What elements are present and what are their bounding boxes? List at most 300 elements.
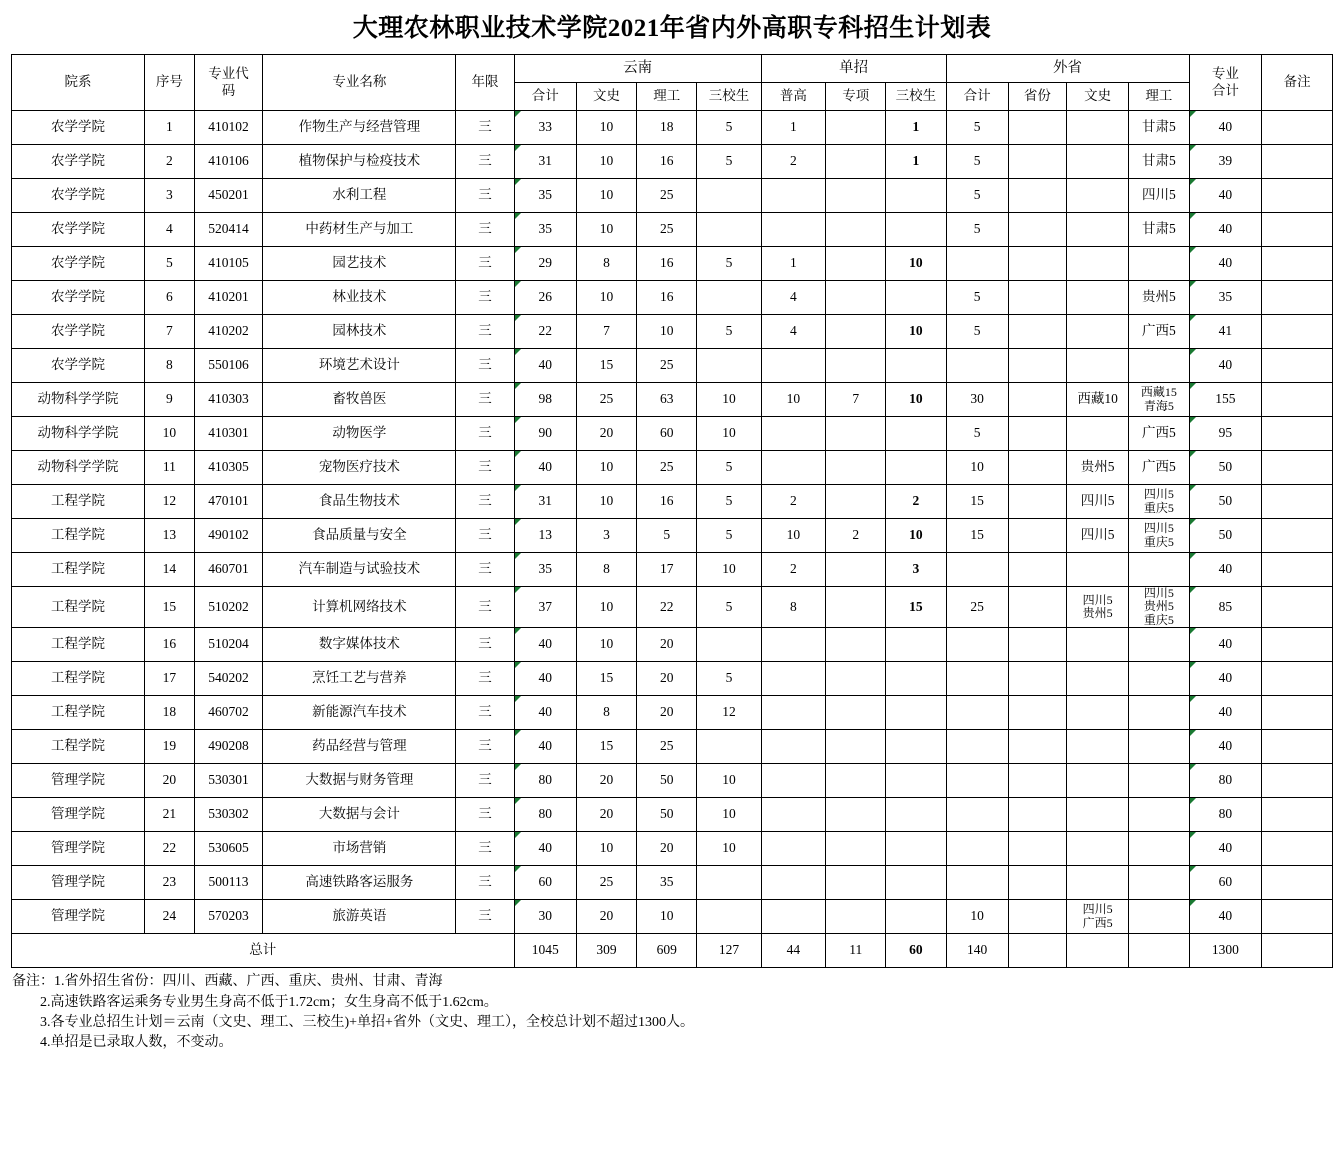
cell-index: 8 xyxy=(144,349,194,383)
total-ws-ligong xyxy=(1129,934,1189,968)
cell-yn-total: 40 xyxy=(514,696,576,730)
cell-ws-ligong-lines xyxy=(1129,522,1188,549)
cell-years: 三 xyxy=(456,485,514,519)
cell-yn-sanxiao: 5 xyxy=(697,587,761,628)
cell-major-code: 460702 xyxy=(194,696,263,730)
cell-dz-sanxiao xyxy=(886,662,946,696)
cell-ws-ligong-lines xyxy=(1129,386,1188,413)
cell-index: 2 xyxy=(144,145,194,179)
cell-ws-ligong: 甘肃5 xyxy=(1129,145,1189,179)
header-major-total-line1: 专业 xyxy=(1211,65,1239,81)
cell-yn-total: 40 xyxy=(514,451,576,485)
cell-dz-zhuanxiang xyxy=(826,145,886,179)
cell-ws-wenshi xyxy=(1066,417,1128,451)
cell-major-total: 39 xyxy=(1189,145,1262,179)
cell-major-name: 园林技术 xyxy=(263,315,456,349)
table-row xyxy=(12,111,1333,145)
cell-dz-pugao xyxy=(761,900,825,934)
cell-ws-wenshi: 贵州5 xyxy=(1066,451,1128,485)
cell-ws-ligong xyxy=(1129,587,1189,628)
cell-major-code: 500113 xyxy=(194,866,263,900)
table-row xyxy=(12,553,1333,587)
cell-major-code: 570203 xyxy=(194,900,263,934)
cell-dept: 农学学院 xyxy=(12,247,145,281)
table-row xyxy=(12,628,1333,662)
header-index: 序号 xyxy=(144,55,194,111)
cell-remark xyxy=(1262,519,1333,553)
cell-yn-ligong: 50 xyxy=(637,764,697,798)
cell-remark xyxy=(1262,247,1333,281)
cell-index: 22 xyxy=(144,832,194,866)
cell-remark xyxy=(1262,628,1333,662)
cell-major-total: 40 xyxy=(1189,730,1262,764)
table-total-row xyxy=(12,934,1333,968)
cell-yn-total: 22 xyxy=(514,315,576,349)
cell-yn-total: 30 xyxy=(514,900,576,934)
cell-dz-zhuanxiang xyxy=(826,866,886,900)
cell-yn-wenshi: 10 xyxy=(576,179,636,213)
cell-yn-sanxiao xyxy=(697,628,761,662)
cell-major-name: 计算机网络技术 xyxy=(263,587,456,628)
cell-major-name: 数字媒体技术 xyxy=(263,628,456,662)
cell-remark xyxy=(1262,383,1333,417)
cell-yn-ligong: 25 xyxy=(637,179,697,213)
cell-ws-province xyxy=(1008,417,1066,451)
cell-index: 17 xyxy=(144,662,194,696)
cell-yn-total: 35 xyxy=(514,213,576,247)
cell-years: 三 xyxy=(456,866,514,900)
cell-ws-ligong xyxy=(1129,553,1189,587)
cell-yn-total: 90 xyxy=(514,417,576,451)
cell-dz-pugao xyxy=(761,417,825,451)
cell-ws-province xyxy=(1008,764,1066,798)
cell-yn-sanxiao xyxy=(697,900,761,934)
cell-dz-sanxiao: 15 xyxy=(886,587,946,628)
cell-yn-wenshi: 10 xyxy=(576,832,636,866)
cell-ws-wenshi xyxy=(1066,832,1128,866)
cell-dz-sanxiao xyxy=(886,866,946,900)
cell-yn-ligong: 63 xyxy=(637,383,697,417)
cell-ws-wenshi xyxy=(1066,247,1128,281)
cell-yn-ligong: 22 xyxy=(637,587,697,628)
cell-dz-sanxiao xyxy=(886,900,946,934)
cell-ws-wenshi xyxy=(1066,111,1128,145)
table-row xyxy=(12,145,1333,179)
table-row xyxy=(12,662,1333,696)
cell-ws-ligong-line: 四川5 xyxy=(1143,487,1174,502)
cell-index: 10 xyxy=(144,417,194,451)
total-yn-wenshi: 309 xyxy=(576,934,636,968)
cell-dz-pugao xyxy=(761,866,825,900)
cell-dz-sanxiao xyxy=(886,832,946,866)
cell-major-code: 410305 xyxy=(194,451,263,485)
cell-dz-pugao xyxy=(761,349,825,383)
cell-major-code: 530301 xyxy=(194,764,263,798)
cell-index: 18 xyxy=(144,696,194,730)
cell-major-total: 40 xyxy=(1189,696,1262,730)
cell-dept: 管理学院 xyxy=(12,832,145,866)
cell-index: 5 xyxy=(144,247,194,281)
cell-dept: 管理学院 xyxy=(12,866,145,900)
header-major-code xyxy=(194,55,263,111)
cell-yn-ligong: 16 xyxy=(637,247,697,281)
cell-ws-province xyxy=(1008,900,1066,934)
table-row xyxy=(12,798,1333,832)
cell-index: 24 xyxy=(144,900,194,934)
cell-ws-total xyxy=(946,247,1008,281)
cell-yn-total: 35 xyxy=(514,179,576,213)
cell-ws-ligong-lines xyxy=(1129,587,1188,627)
cell-major-total: 95 xyxy=(1189,417,1262,451)
cell-ws-total: 5 xyxy=(946,417,1008,451)
footnote-3: 3.各专业总招生计划＝云南（文史、理工、三校生)+单招+省外（文史、理工），全校总计划不超过1300人。 xyxy=(40,1014,694,1030)
table-row xyxy=(12,247,1333,281)
cell-remark xyxy=(1262,417,1333,451)
cell-major-code: 550106 xyxy=(194,349,263,383)
cell-ws-province xyxy=(1008,730,1066,764)
cell-dz-zhuanxiang xyxy=(826,587,886,628)
cell-dz-pugao: 2 xyxy=(761,485,825,519)
cell-ws-wenshi-line: 四川5 xyxy=(1082,902,1113,917)
cell-major-code: 490208 xyxy=(194,730,263,764)
cell-major-total: 35 xyxy=(1189,281,1262,315)
cell-dz-zhuanxiang xyxy=(826,485,886,519)
cell-dz-sanxiao: 3 xyxy=(886,553,946,587)
cell-major-total: 40 xyxy=(1189,247,1262,281)
cell-yn-ligong: 25 xyxy=(637,451,697,485)
cell-ws-total xyxy=(946,764,1008,798)
cell-major-total: 40 xyxy=(1189,553,1262,587)
total-yn-total: 1045 xyxy=(514,934,576,968)
cell-ws-ligong: 贵州5 xyxy=(1129,281,1189,315)
cell-dz-sanxiao xyxy=(886,451,946,485)
table-row xyxy=(12,451,1333,485)
cell-major-code: 450201 xyxy=(194,179,263,213)
cell-yn-ligong: 50 xyxy=(637,798,697,832)
cell-yn-ligong: 20 xyxy=(637,662,697,696)
cell-major-total: 50 xyxy=(1189,519,1262,553)
cell-ws-wenshi xyxy=(1066,628,1128,662)
total-remark xyxy=(1262,934,1333,968)
cell-major-name: 高速铁路客运服务 xyxy=(263,866,456,900)
cell-dz-zhuanxiang xyxy=(826,730,886,764)
cell-years: 三 xyxy=(456,900,514,934)
cell-dz-zhuanxiang xyxy=(826,315,886,349)
cell-yn-sanxiao: 12 xyxy=(697,696,761,730)
cell-years: 三 xyxy=(456,247,514,281)
cell-yn-wenshi: 7 xyxy=(576,315,636,349)
cell-ws-wenshi xyxy=(1066,764,1128,798)
cell-yn-total: 31 xyxy=(514,485,576,519)
cell-major-code: 410105 xyxy=(194,247,263,281)
cell-major-code: 410202 xyxy=(194,315,263,349)
cell-yn-ligong: 16 xyxy=(637,281,697,315)
cell-yn-total: 40 xyxy=(514,662,576,696)
cell-ws-total xyxy=(946,349,1008,383)
cell-major-code: 410102 xyxy=(194,111,263,145)
cell-major-name: 市场营销 xyxy=(263,832,456,866)
total-dz-sanxiao: 60 xyxy=(886,934,946,968)
cell-major-name: 食品质量与安全 xyxy=(263,519,456,553)
cell-ws-total: 5 xyxy=(946,213,1008,247)
cell-dz-zhuanxiang xyxy=(826,628,886,662)
cell-ws-ligong-line: 重庆5 xyxy=(1143,612,1174,627)
cell-index: 19 xyxy=(144,730,194,764)
cell-yn-wenshi: 20 xyxy=(576,417,636,451)
cell-dz-sanxiao xyxy=(886,349,946,383)
cell-yn-sanxiao: 10 xyxy=(697,798,761,832)
cell-ws-ligong xyxy=(1129,628,1189,662)
cell-dept: 农学学院 xyxy=(12,315,145,349)
cell-yn-sanxiao: 10 xyxy=(697,383,761,417)
cell-yn-total: 37 xyxy=(514,587,576,628)
cell-dz-zhuanxiang xyxy=(826,696,886,730)
cell-remark xyxy=(1262,764,1333,798)
total-major-total: 1300 xyxy=(1189,934,1262,968)
cell-yn-sanxiao xyxy=(697,730,761,764)
cell-yn-total: 98 xyxy=(514,383,576,417)
cell-major-total: 41 xyxy=(1189,315,1262,349)
cell-dz-sanxiao xyxy=(886,179,946,213)
cell-major-total: 40 xyxy=(1189,179,1262,213)
cell-index: 11 xyxy=(144,451,194,485)
cell-dz-pugao: 10 xyxy=(761,383,825,417)
cell-dz-sanxiao: 10 xyxy=(886,247,946,281)
cell-years: 三 xyxy=(456,553,514,587)
table-row xyxy=(12,383,1333,417)
cell-ws-province xyxy=(1008,451,1066,485)
cell-remark xyxy=(1262,587,1333,628)
cell-dz-sanxiao xyxy=(886,281,946,315)
header-dz-zhuanxiang: 专项 xyxy=(826,83,886,111)
cell-remark xyxy=(1262,485,1333,519)
header-ws-total: 合计 xyxy=(946,83,1008,111)
cell-ws-province xyxy=(1008,213,1066,247)
cell-dz-sanxiao xyxy=(886,696,946,730)
cell-ws-wenshi xyxy=(1066,179,1128,213)
cell-yn-wenshi: 10 xyxy=(576,145,636,179)
header-yn-wenshi: 文史 xyxy=(576,83,636,111)
cell-years: 三 xyxy=(456,145,514,179)
cell-yn-wenshi: 10 xyxy=(576,111,636,145)
cell-yn-wenshi: 15 xyxy=(576,730,636,764)
admission-plan-table xyxy=(11,54,1333,968)
cell-ws-province xyxy=(1008,696,1066,730)
cell-yn-ligong: 10 xyxy=(637,900,697,934)
cell-dz-pugao: 2 xyxy=(761,145,825,179)
cell-dz-zhuanxiang xyxy=(826,553,886,587)
cell-yn-wenshi: 15 xyxy=(576,662,636,696)
cell-yn-ligong: 20 xyxy=(637,696,697,730)
table-row xyxy=(12,730,1333,764)
cell-ws-total: 10 xyxy=(946,451,1008,485)
cell-dz-sanxiao: 1 xyxy=(886,145,946,179)
cell-index: 15 xyxy=(144,587,194,628)
cell-ws-ligong-line: 重庆5 xyxy=(1143,500,1174,515)
cell-yn-sanxiao: 5 xyxy=(697,485,761,519)
table-row xyxy=(12,832,1333,866)
table-row xyxy=(12,179,1333,213)
cell-yn-sanxiao: 10 xyxy=(697,417,761,451)
cell-remark xyxy=(1262,349,1333,383)
cell-years: 三 xyxy=(456,383,514,417)
cell-major-name: 烹饪工艺与营养 xyxy=(263,662,456,696)
cell-major-code: 540202 xyxy=(194,662,263,696)
cell-yn-wenshi: 10 xyxy=(576,587,636,628)
cell-ws-province xyxy=(1008,628,1066,662)
cell-yn-ligong: 16 xyxy=(637,145,697,179)
header-major-name: 专业名称 xyxy=(263,55,456,111)
cell-ws-ligong xyxy=(1129,349,1189,383)
cell-ws-wenshi: 西藏10 xyxy=(1066,383,1128,417)
cell-remark xyxy=(1262,145,1333,179)
cell-ws-wenshi xyxy=(1066,213,1128,247)
cell-ws-province xyxy=(1008,485,1066,519)
header-remark: 备注 xyxy=(1262,55,1333,111)
cell-major-code: 410201 xyxy=(194,281,263,315)
cell-ws-province xyxy=(1008,315,1066,349)
cell-ws-ligong: 甘肃5 xyxy=(1129,213,1189,247)
cell-remark xyxy=(1262,866,1333,900)
cell-major-name: 畜牧兽医 xyxy=(263,383,456,417)
cell-major-code: 510204 xyxy=(194,628,263,662)
header-major-total xyxy=(1189,55,1262,111)
cell-yn-total: 33 xyxy=(514,111,576,145)
cell-major-total: 85 xyxy=(1189,587,1262,628)
cell-remark xyxy=(1262,315,1333,349)
cell-yn-ligong: 18 xyxy=(637,111,697,145)
table-row xyxy=(12,417,1333,451)
cell-dz-sanxiao xyxy=(886,730,946,764)
cell-dz-pugao: 1 xyxy=(761,111,825,145)
cell-yn-sanxiao: 10 xyxy=(697,832,761,866)
cell-dept: 农学学院 xyxy=(12,213,145,247)
cell-dept: 动物科学学院 xyxy=(12,417,145,451)
cell-ws-wenshi-line: 四川5 xyxy=(1082,592,1113,607)
cell-major-code: 510202 xyxy=(194,587,263,628)
cell-yn-sanxiao xyxy=(697,866,761,900)
cell-major-total: 40 xyxy=(1189,832,1262,866)
cell-ws-total: 5 xyxy=(946,111,1008,145)
cell-ws-total: 25 xyxy=(946,587,1008,628)
cell-dept: 动物科学学院 xyxy=(12,383,145,417)
cell-ws-ligong: 甘肃5 xyxy=(1129,111,1189,145)
cell-ws-ligong-line: 四川5 xyxy=(1143,521,1174,536)
cell-major-name: 林业技术 xyxy=(263,281,456,315)
cell-major-total: 50 xyxy=(1189,485,1262,519)
table-row xyxy=(12,696,1333,730)
cell-dz-sanxiao xyxy=(886,764,946,798)
cell-dz-sanxiao xyxy=(886,628,946,662)
cell-dz-pugao: 1 xyxy=(761,247,825,281)
cell-dept: 工程学院 xyxy=(12,730,145,764)
cell-yn-ligong: 25 xyxy=(637,730,697,764)
cell-yn-total: 60 xyxy=(514,866,576,900)
cell-dept: 工程学院 xyxy=(12,628,145,662)
cell-dept: 农学学院 xyxy=(12,111,145,145)
cell-ws-wenshi xyxy=(1066,281,1128,315)
cell-yn-sanxiao: 10 xyxy=(697,553,761,587)
table-row xyxy=(12,587,1333,628)
cell-dz-pugao: 4 xyxy=(761,281,825,315)
cell-yn-total: 40 xyxy=(514,832,576,866)
cell-index: 12 xyxy=(144,485,194,519)
cell-ws-province xyxy=(1008,383,1066,417)
cell-index: 6 xyxy=(144,281,194,315)
cell-ws-ligong: 广西5 xyxy=(1129,315,1189,349)
cell-yn-wenshi: 20 xyxy=(576,764,636,798)
cell-major-total: 80 xyxy=(1189,798,1262,832)
cell-dz-pugao: 8 xyxy=(761,587,825,628)
cell-dz-pugao xyxy=(761,213,825,247)
cell-ws-ligong: 广西5 xyxy=(1129,451,1189,485)
total-ws-province xyxy=(1008,934,1066,968)
cell-years: 三 xyxy=(456,281,514,315)
cell-dz-zhuanxiang xyxy=(826,900,886,934)
cell-ws-province xyxy=(1008,247,1066,281)
cell-ws-total: 10 xyxy=(946,900,1008,934)
cell-ws-ligong xyxy=(1129,764,1189,798)
cell-ws-total xyxy=(946,832,1008,866)
cell-remark xyxy=(1262,213,1333,247)
cell-remark xyxy=(1262,696,1333,730)
cell-remark xyxy=(1262,832,1333,866)
cell-major-name: 中药材生产与加工 xyxy=(263,213,456,247)
cell-ws-ligong-lines xyxy=(1129,488,1188,515)
cell-ws-province xyxy=(1008,587,1066,628)
cell-years: 三 xyxy=(456,519,514,553)
cell-major-name: 动物医学 xyxy=(263,417,456,451)
cell-dz-pugao xyxy=(761,730,825,764)
cell-ws-province xyxy=(1008,553,1066,587)
cell-dz-zhuanxiang xyxy=(826,832,886,866)
cell-ws-total xyxy=(946,730,1008,764)
cell-yn-wenshi: 10 xyxy=(576,485,636,519)
cell-ws-wenshi xyxy=(1066,553,1128,587)
cell-ws-total xyxy=(946,662,1008,696)
cell-yn-wenshi: 20 xyxy=(576,798,636,832)
header-years: 年限 xyxy=(456,55,514,111)
cell-major-total: 40 xyxy=(1189,628,1262,662)
footnote-4: 4.单招是已录取人数，不变动。 xyxy=(40,1035,233,1051)
cell-yn-sanxiao: 5 xyxy=(697,315,761,349)
cell-ws-ligong xyxy=(1129,832,1189,866)
cell-ws-province xyxy=(1008,111,1066,145)
cell-major-name: 作物生产与经营管理 xyxy=(263,111,456,145)
cell-dz-pugao xyxy=(761,451,825,485)
cell-years: 三 xyxy=(456,349,514,383)
cell-ws-total xyxy=(946,696,1008,730)
cell-dept: 农学学院 xyxy=(12,179,145,213)
cell-ws-wenshi: 四川5 xyxy=(1066,519,1128,553)
header-dz-pugao: 普高 xyxy=(761,83,825,111)
table-row xyxy=(12,281,1333,315)
cell-dz-pugao xyxy=(761,628,825,662)
cell-major-total: 60 xyxy=(1189,866,1262,900)
table-row xyxy=(12,866,1333,900)
table-body xyxy=(12,111,1333,968)
cell-ws-total: 15 xyxy=(946,485,1008,519)
cell-major-name: 食品生物技术 xyxy=(263,485,456,519)
cell-yn-total: 13 xyxy=(514,519,576,553)
header-major-total-line2: 合计 xyxy=(1211,82,1239,98)
cell-index: 3 xyxy=(144,179,194,213)
cell-ws-province xyxy=(1008,179,1066,213)
cell-index: 16 xyxy=(144,628,194,662)
cell-yn-total: 80 xyxy=(514,764,576,798)
table-row xyxy=(12,900,1333,934)
cell-major-total: 80 xyxy=(1189,764,1262,798)
